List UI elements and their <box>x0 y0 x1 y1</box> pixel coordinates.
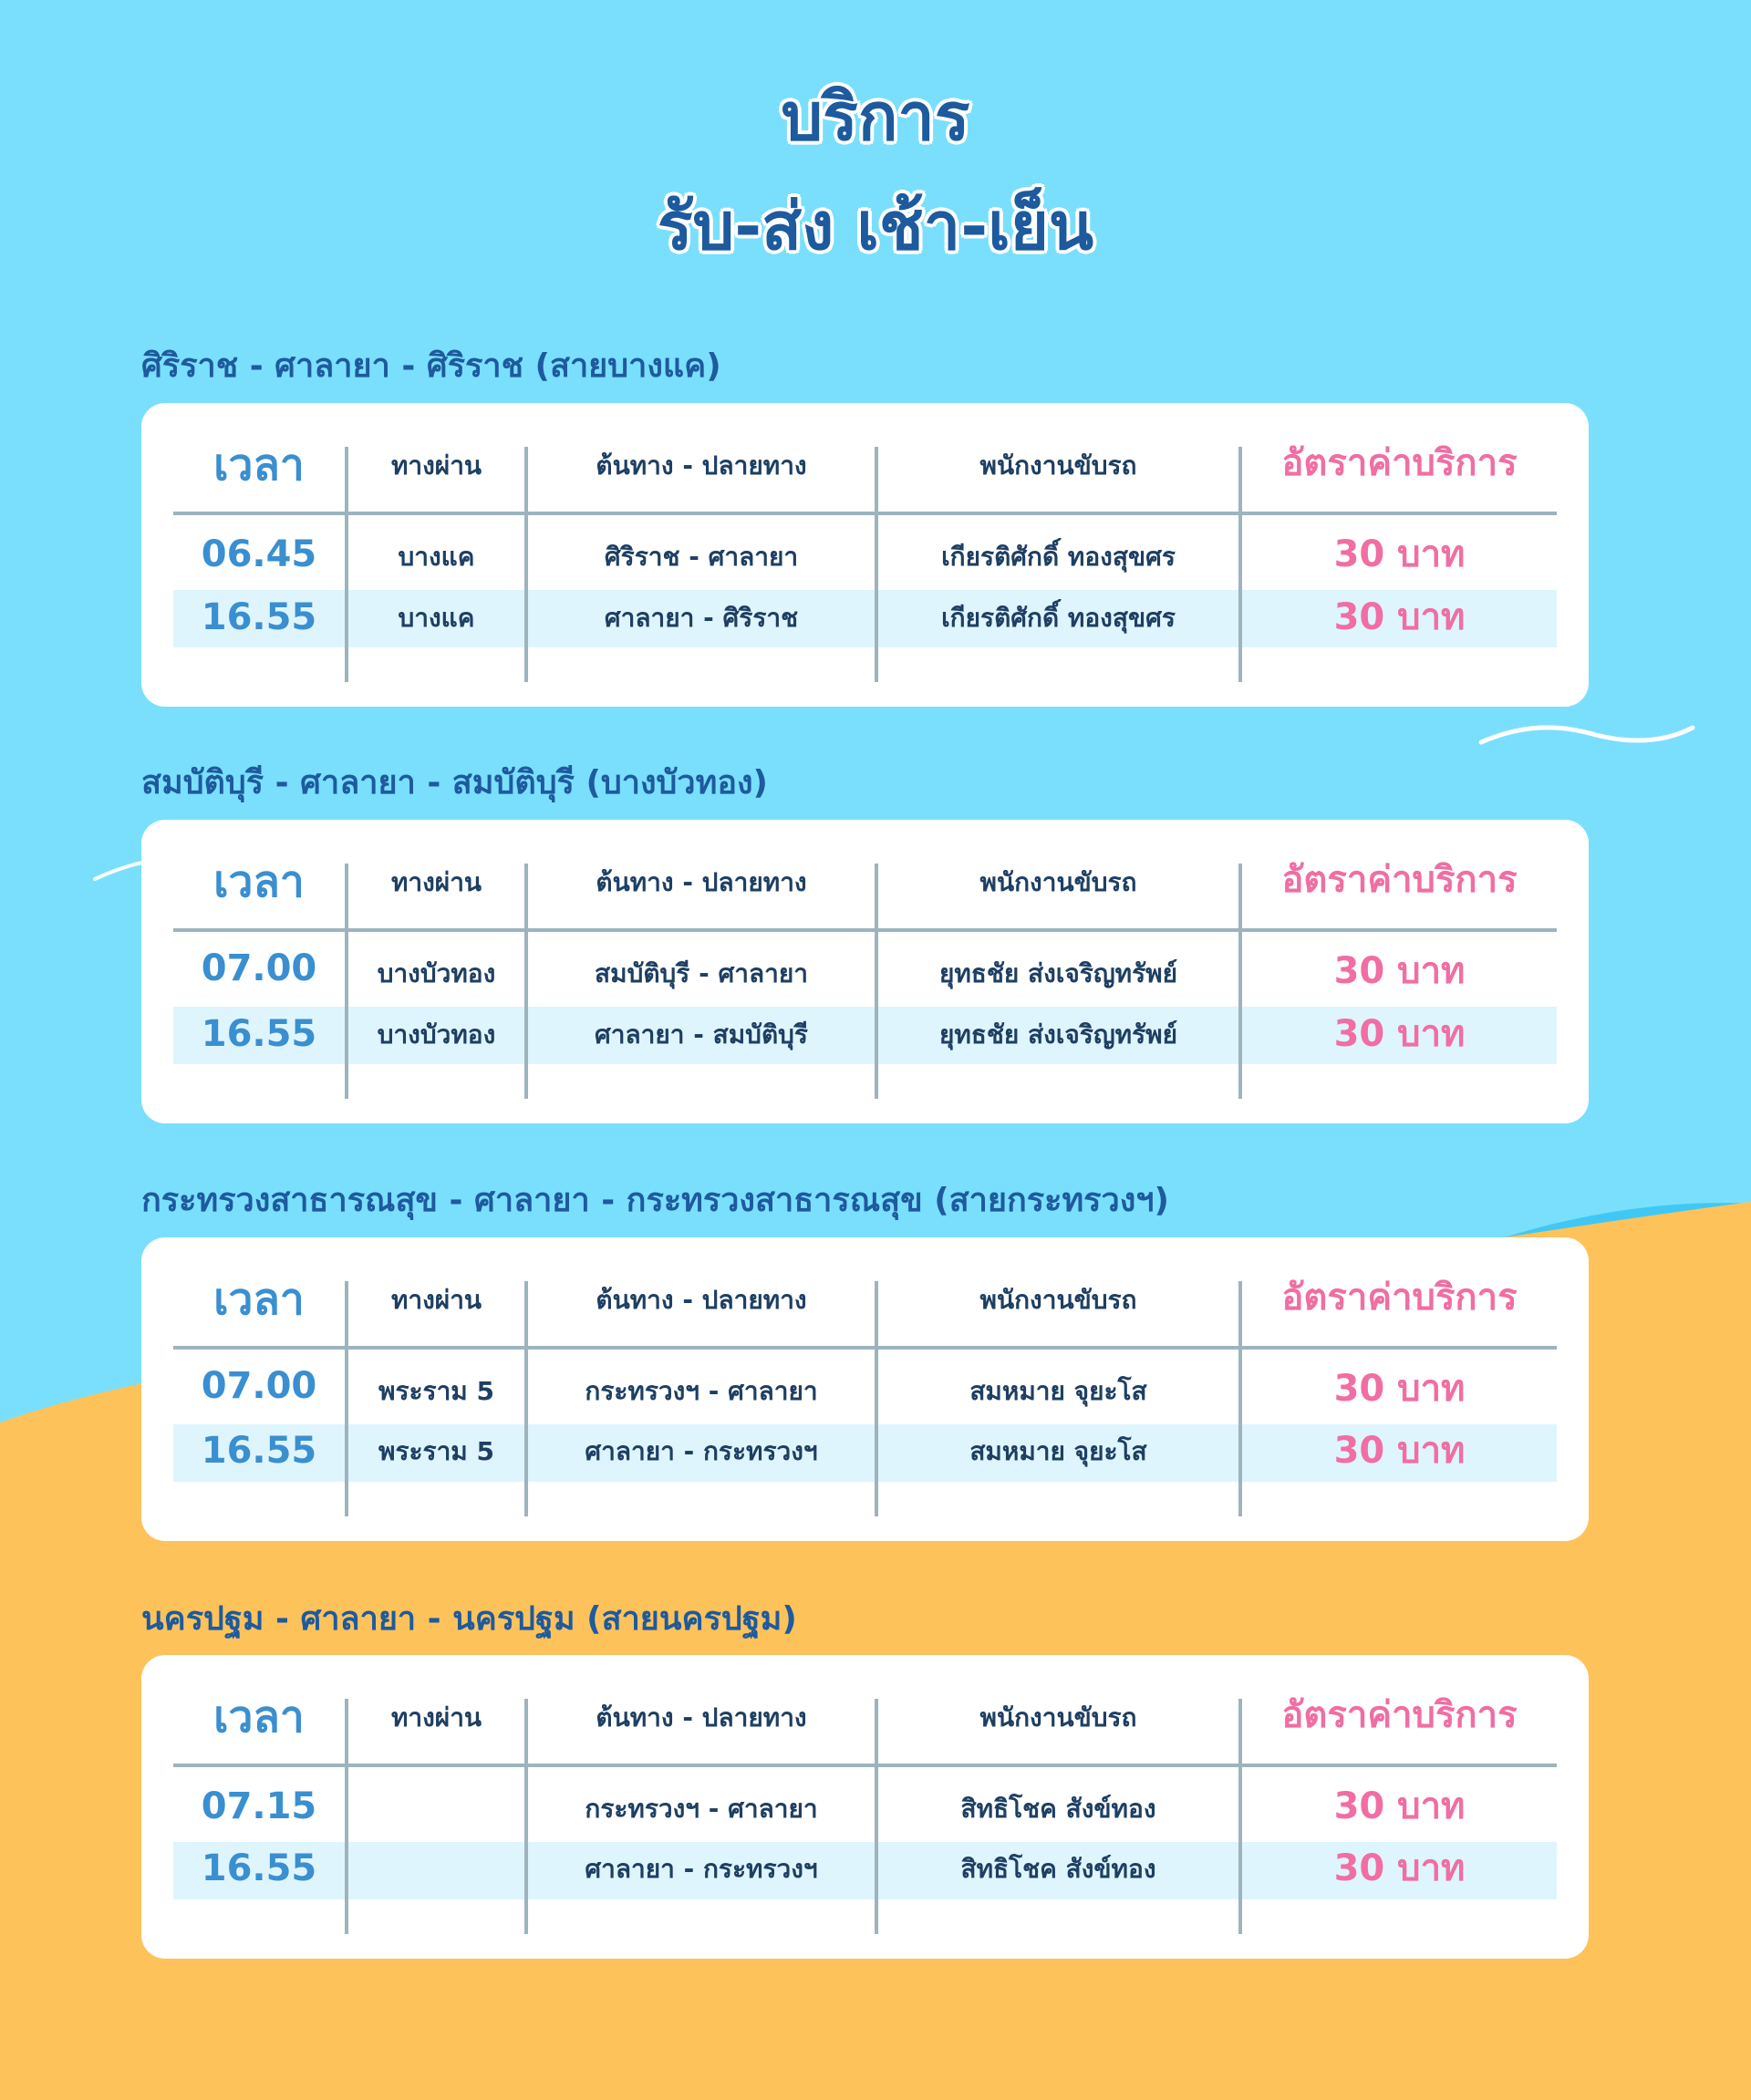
header-via: ทางผ่าน <box>390 1702 482 1733</box>
row-route: ศิริราช - ศาลายา <box>604 542 799 572</box>
row-driver: สมหมาย จุยะโส <box>969 1436 1147 1466</box>
header-route: ต้นทาง - ปลายทาง <box>596 1285 807 1315</box>
section-heading: สมบัติบุรี - ศาลายา - สมบัติบุรี (บางบัวทอง) <box>141 764 768 802</box>
row-rate: 30 บาท <box>1333 1785 1466 1827</box>
row-rate: 30 บาท <box>1333 1847 1466 1889</box>
row-route: สมบัติบุรี - ศาลายา <box>595 958 808 988</box>
row-time: 16.55 <box>201 1847 317 1889</box>
schedule-card <box>141 1237 1589 1541</box>
header-route: ต้นทาง - ปลายทาง <box>596 450 807 481</box>
section-heading: นครปฐม - ศาลายา - นครปฐม (สายนครปฐม) <box>141 1600 797 1638</box>
schedule-card <box>141 403 1589 707</box>
row-time: 06.45 <box>201 533 317 575</box>
header-rate: อัตราค่าบริการ <box>1281 1277 1518 1319</box>
header-via: ทางผ่าน <box>390 867 482 897</box>
row-driver: ยุทธชัย ส่งเจริญทรัพย์ <box>938 958 1178 988</box>
row-route: กระทรวงฯ - ศาลายา <box>585 1794 818 1824</box>
row-via: พระราม 5 <box>378 1436 494 1466</box>
row-driver: สมหมาย จุยะโส <box>969 1376 1147 1406</box>
row-time: 07.15 <box>201 1785 317 1827</box>
header-time: เวลา <box>213 1274 305 1325</box>
header-divider <box>173 928 1557 932</box>
row-route: ศาลายา - กระทรวงฯ <box>585 1854 818 1884</box>
row-rate: 30 บาท <box>1333 596 1466 638</box>
row-time: 07.00 <box>201 1365 317 1407</box>
row-rate: 30 บาท <box>1333 1368 1466 1410</box>
header-divider <box>173 512 1557 515</box>
header-time: เวลา <box>213 440 305 491</box>
row-rate: 30 บาท <box>1333 1013 1466 1055</box>
row-route: กระทรวงฯ - ศาลายา <box>585 1376 818 1406</box>
header-route: ต้นทาง - ปลายทาง <box>596 867 807 897</box>
schedule-card <box>141 1655 1589 1959</box>
row-via: บางแค <box>398 542 475 572</box>
header-time: เวลา <box>213 1691 305 1743</box>
header-driver: พนักงานขับรถ <box>979 867 1137 897</box>
header-divider <box>173 1764 1557 1767</box>
row-route: ศาลายา - กระทรวงฯ <box>585 1436 818 1466</box>
row-driver: เกียรติศักดิ์ ทองสุขศร <box>941 603 1176 633</box>
row-via: บางแค <box>398 603 475 633</box>
row-via: บางบัวทอง <box>377 958 496 988</box>
row-time: 16.55 <box>201 596 317 638</box>
header-rate: อัตราค่าบริการ <box>1281 1694 1518 1736</box>
header-driver: พนักงานขับรถ <box>979 1285 1137 1315</box>
row-driver: สิทธิโชค สังข์ทอง <box>960 1854 1156 1884</box>
row-rate: 30 บาท <box>1333 533 1466 575</box>
header-rate: อัตราค่าบริการ <box>1281 859 1518 901</box>
header-via: ทางผ่าน <box>390 1285 482 1315</box>
row-route: ศาลายา - สมบัติบุรี <box>595 1019 808 1050</box>
row-via: พระราม 5 <box>378 1376 494 1406</box>
header-divider <box>173 1346 1557 1350</box>
header-rate: อัตราค่าบริการ <box>1281 442 1518 484</box>
header-time: เวลา <box>213 856 305 907</box>
page-title-line1: บริการ <box>781 78 970 155</box>
row-driver: ยุทธชัย ส่งเจริญทรัพย์ <box>938 1019 1178 1050</box>
schedule-card <box>141 820 1589 1123</box>
row-driver: เกียรติศักดิ์ ทองสุขศร <box>941 542 1176 572</box>
row-rate: 30 บาท <box>1333 950 1466 992</box>
row-rate: 30 บาท <box>1333 1430 1466 1472</box>
row-time: 07.00 <box>201 947 317 989</box>
section-heading: กระทรวงสาธารณสุข - ศาลายา - กระทรวงสาธารณสุข (สายกระทรวงฯ) <box>141 1182 1169 1219</box>
header-driver: พนักงานขับรถ <box>979 450 1137 481</box>
row-route: ศาลายา - ศิริราช <box>604 603 799 633</box>
header-driver: พนักงานขับรถ <box>979 1702 1137 1733</box>
header-route: ต้นทาง - ปลายทาง <box>596 1702 807 1733</box>
row-time: 16.55 <box>201 1430 317 1472</box>
wave-decoration <box>1477 715 1696 751</box>
section-heading: ศิริราช - ศาลายา - ศิริราช (สายบางแค) <box>141 347 721 385</box>
page-title-line2: รับ-ส่ง เช้า-เย็น <box>657 188 1094 264</box>
row-via: บางบัวทอง <box>377 1019 496 1050</box>
row-driver: สิทธิโชค สังข์ทอง <box>960 1794 1156 1824</box>
row-time: 16.55 <box>201 1013 317 1055</box>
header-via: ทางผ่าน <box>390 450 482 481</box>
column-divider <box>345 1699 348 1934</box>
